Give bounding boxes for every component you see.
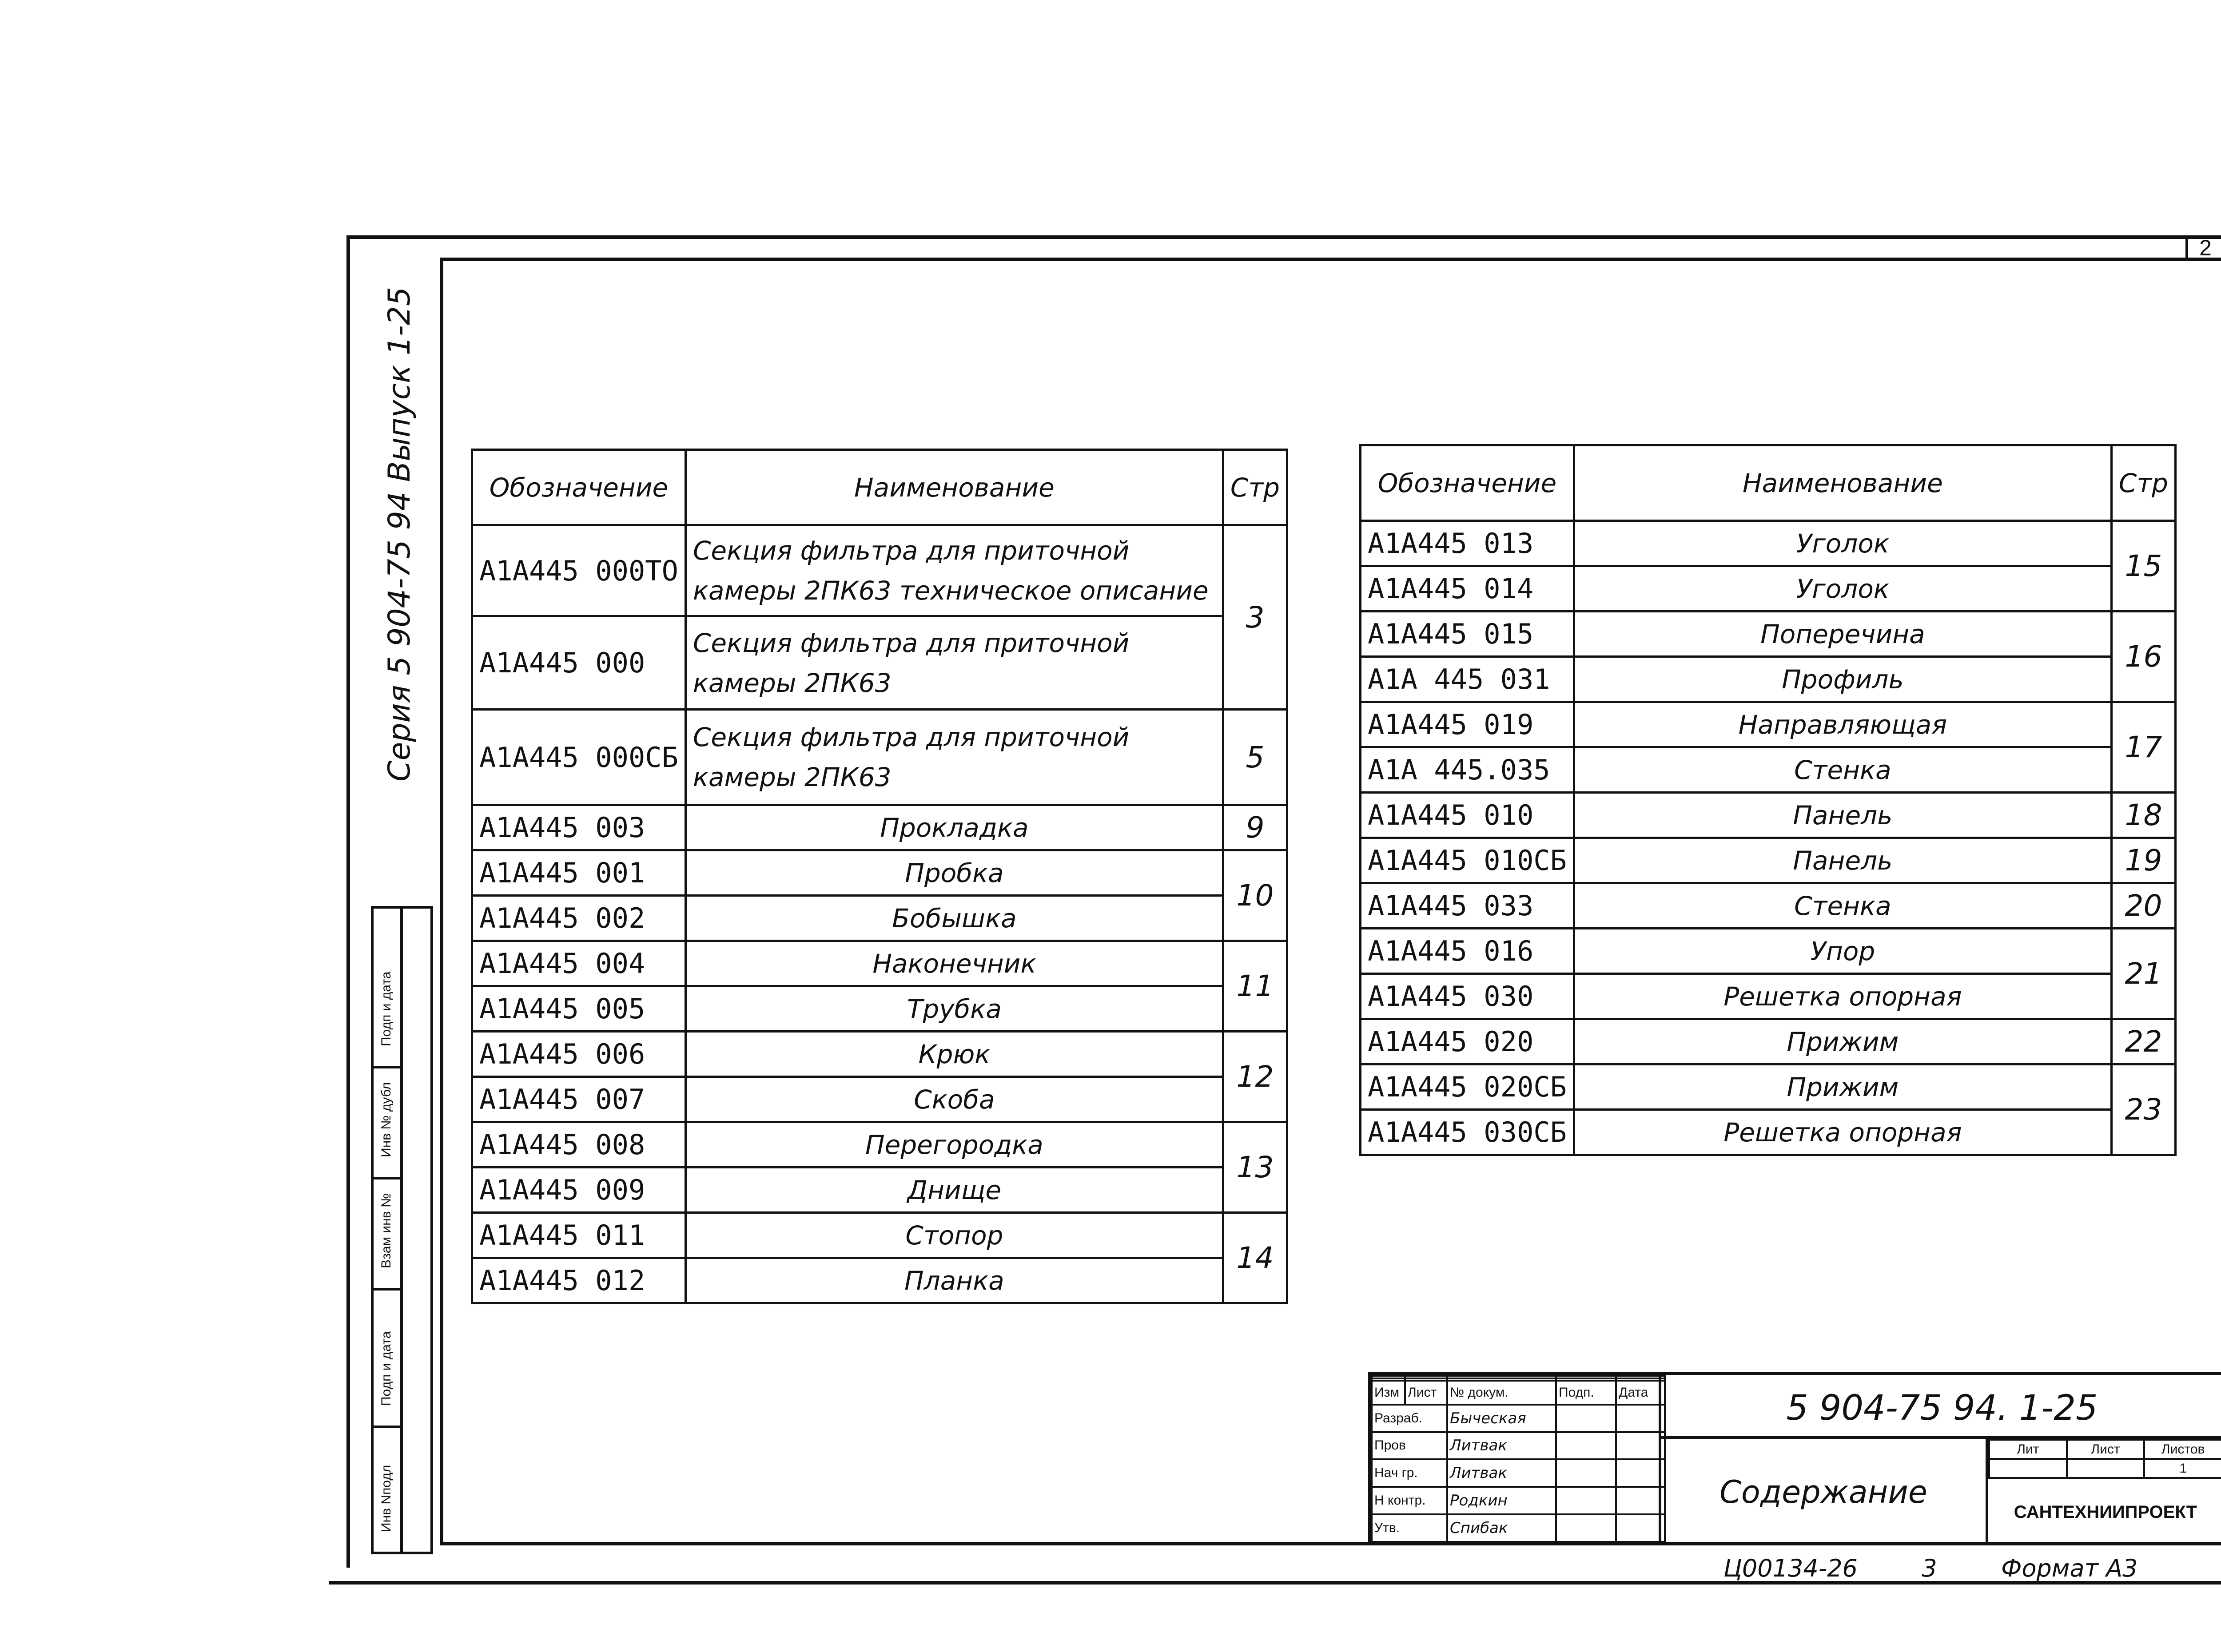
table-row <box>1361 838 2176 883</box>
table-row <box>1361 747 2176 793</box>
sheet-info <box>1986 1439 2221 1545</box>
page-cell: 10 <box>1223 850 1287 941</box>
name-cell: Скоба <box>685 1077 1223 1122</box>
designation-cell: А1А445 013 <box>1361 521 1574 566</box>
outer-frame-top <box>346 235 2221 239</box>
name-cell: Секция фильтра для приточной камеры 2ПК63 <box>685 616 1223 710</box>
name-cell: Прижим <box>1574 1064 2111 1110</box>
outer-frame-left <box>346 235 350 1568</box>
designation-cell: А1А445 020СБ <box>1361 1064 1574 1110</box>
designation-cell: А1А445 014 <box>1361 566 1574 612</box>
signatory-row: Разраб. Быческая <box>1372 1405 1665 1432</box>
document-title: Содержание <box>1661 1439 1986 1545</box>
table-row <box>472 1213 1287 1258</box>
designation-cell: А1А445 000ТО <box>472 525 686 616</box>
table-row <box>472 1032 1287 1077</box>
designation-cell: А1А445 007 <box>472 1077 686 1122</box>
page-cell: 17 <box>2111 702 2175 793</box>
page-cell: 22 <box>2111 1019 2175 1064</box>
table-row <box>1361 566 2176 612</box>
stamp-cell: Инв Nподл <box>379 1465 394 1532</box>
designation-cell: А1А445 008 <box>472 1122 686 1168</box>
page-cell: 12 <box>1223 1032 1287 1122</box>
header-page: Стр <box>2111 445 2175 521</box>
name-cell: Уголок <box>1574 521 2111 566</box>
signatory-row: Утв. Спибак <box>1372 1514 1665 1542</box>
name-cell: Стенка <box>1574 883 2111 929</box>
name-cell: Днище <box>685 1168 1223 1213</box>
page-cell: 20 <box>2111 883 2175 929</box>
footer <box>1723 1554 2138 1582</box>
page-cell: 5 <box>1223 710 1287 805</box>
header-name: Наименование <box>685 450 1223 525</box>
table-row <box>1361 883 2176 929</box>
page-cell: 16 <box>2111 612 2175 702</box>
copy-sheet: 3 <box>1922 1554 1937 1582</box>
name-cell: Прижим <box>1574 1019 2111 1064</box>
page-cell: 18 <box>2111 793 2175 838</box>
signatory-row: Нач гр. Литвак <box>1372 1459 1665 1487</box>
right-contents-table <box>1359 444 2177 1156</box>
designation-cell: А1А445 011 <box>472 1213 686 1258</box>
table-row <box>472 1168 1287 1213</box>
stamp-cell: Подп и дата <box>374 909 400 1068</box>
approval-stamp-strip <box>371 906 433 1554</box>
name-cell: Планка <box>685 1258 1223 1303</box>
name-cell: Трубка <box>685 986 1223 1032</box>
name-cell: Стенка <box>1574 747 2111 793</box>
table-row <box>472 850 1287 896</box>
sheet-count-table: Лит Лист Листов 1 <box>1988 1439 2221 1479</box>
page-cell: 14 <box>1223 1213 1287 1303</box>
designation-cell: А1А445 010СБ <box>1361 838 1574 883</box>
document-code: 5 904-75 94. 1-25 <box>1661 1372 2221 1439</box>
designation-cell: А1А445 002 <box>472 896 686 941</box>
name-cell: Пробка <box>685 850 1223 896</box>
name-cell: Поперечина <box>1574 612 2111 657</box>
signatory-row: Пров Литвак <box>1372 1432 1665 1460</box>
designation-cell: А1А445 016 <box>1361 929 1574 974</box>
designation-cell: А1А445 015 <box>1361 612 1574 657</box>
signature-header-row: Изм Лист № докум. Подп. Дата <box>1372 1381 1665 1404</box>
name-cell: Секция фильтра для приточной камеры 2ПК63 <box>685 710 1223 805</box>
table-row <box>472 1077 1287 1122</box>
designation-cell: А1А445 006 <box>472 1032 686 1077</box>
name-cell: Панель <box>1574 793 2111 838</box>
designation-cell: А1А445 004 <box>472 941 686 986</box>
signatory-row: Н контр. Родкин <box>1372 1487 1665 1514</box>
designation-cell: А1А445 000СБ <box>472 710 686 805</box>
stamp-divider <box>400 909 403 1552</box>
title-block <box>1368 1372 2221 1545</box>
page-cell: 9 <box>1223 805 1287 850</box>
name-cell: Решетка опорная <box>1574 974 2111 1019</box>
table-row <box>1361 1019 2176 1064</box>
designation-cell: А1А445 003 <box>472 805 686 850</box>
stamp-cell: Взам инв № <box>374 1179 400 1291</box>
name-cell: Перегородка <box>685 1122 1223 1168</box>
designation-cell: А1А445 010 <box>1361 793 1574 838</box>
table-row <box>1361 612 2176 657</box>
table-row <box>1361 657 2176 702</box>
table-row <box>472 1122 1287 1168</box>
table-row <box>1361 929 2176 974</box>
page-cell: 3 <box>1223 525 1287 710</box>
left-contents-table <box>471 449 1288 1304</box>
stamp-cell: Подп и дата <box>374 1291 400 1428</box>
table-row <box>472 805 1287 850</box>
table-row <box>472 710 1287 805</box>
name-cell: Секция фильтра для приточной камеры 2ПК63 техническое описание <box>685 525 1223 616</box>
table-row <box>1361 1064 2176 1110</box>
signature-grid <box>1368 1372 1661 1545</box>
page-cell: 23 <box>2111 1064 2175 1155</box>
table-row <box>1361 1110 2176 1155</box>
page-cell: 13 <box>1223 1122 1287 1213</box>
designation-cell: А1А445 030 <box>1361 974 1574 1019</box>
table-row <box>472 986 1287 1032</box>
name-cell: Стопор <box>685 1213 1223 1258</box>
archive-number: Ц00134-26 <box>1723 1554 1858 1582</box>
table-header <box>1361 445 2176 521</box>
name-cell: Бобышка <box>685 896 1223 941</box>
header-name: Наименование <box>1574 445 2111 521</box>
header-designation: Обозначение <box>472 450 686 525</box>
paper-format: Формат А3 <box>2001 1554 2138 1582</box>
designation-cell: А1А445 009 <box>472 1168 686 1213</box>
table-row <box>472 896 1287 941</box>
designation-cell: А1А 445 031 <box>1361 657 1574 702</box>
name-cell: Профиль <box>1574 657 2111 702</box>
header-page: Стр <box>1223 450 1287 525</box>
designation-cell: А1А445 019 <box>1361 702 1574 747</box>
name-cell: Упор <box>1574 929 2111 974</box>
designation-cell: А1А445 005 <box>472 986 686 1032</box>
designation-cell: А1А445 000 <box>472 616 686 710</box>
table-row <box>472 1258 1287 1303</box>
page-cell: 15 <box>2111 521 2175 612</box>
table-row <box>472 616 1287 710</box>
name-cell: Решетка опорная <box>1574 1110 2111 1155</box>
series-text: Серия 5 904-75 94 Выпуск 1-25 <box>382 286 417 782</box>
table-row <box>1361 974 2176 1019</box>
page-cell: 19 <box>2111 838 2175 883</box>
name-cell: Крюк <box>685 1032 1223 1077</box>
table-row <box>1361 521 2176 566</box>
name-cell: Уголок <box>1574 566 2111 612</box>
name-cell: Направляющая <box>1574 702 2111 747</box>
table-row <box>1361 793 2176 838</box>
organization-name: САНТЕХНИИПРОЕКТ <box>2014 1502 2197 1522</box>
name-cell: Прокладка <box>685 805 1223 850</box>
stamp-cell: Инв № дубл <box>374 1068 400 1179</box>
page-cell: 11 <box>1223 941 1287 1032</box>
table-header <box>472 450 1287 525</box>
header-designation: Обозначение <box>1361 445 1574 521</box>
table-row <box>472 941 1287 986</box>
designation-cell: А1А445 012 <box>472 1258 686 1303</box>
designation-cell: А1А445 020 <box>1361 1019 1574 1064</box>
designation-cell: А1А445 033 <box>1361 883 1574 929</box>
name-cell: Наконечник <box>685 941 1223 986</box>
sheet-number: 2 <box>2185 235 2221 260</box>
designation-cell: А1А445 030СБ <box>1361 1110 1574 1155</box>
table-row <box>1361 702 2176 747</box>
designation-cell: А1А445 001 <box>472 850 686 896</box>
table-row <box>472 525 1287 616</box>
page-cell: 21 <box>2111 929 2175 1019</box>
designation-cell: А1А 445.035 <box>1361 747 1574 793</box>
name-cell: Панель <box>1574 838 2111 883</box>
